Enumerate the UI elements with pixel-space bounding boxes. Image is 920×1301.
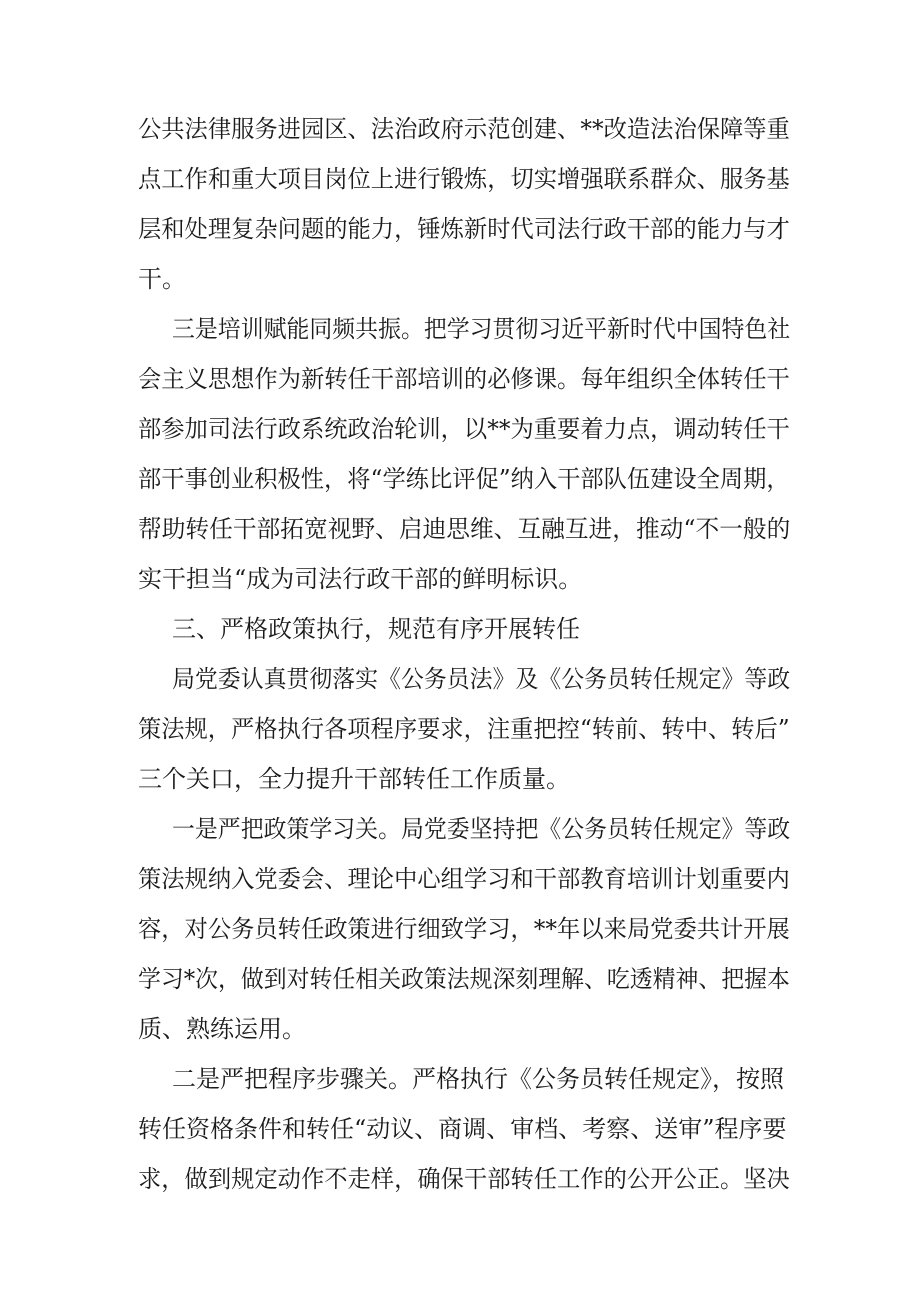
line-text: 二是严把程序步骤关。严格执行《公务员转任规定》，按照 bbox=[172, 1065, 784, 1093]
text-line bbox=[0, 157, 920, 201]
line-text: 部参加司法行政系统政治轮训，以**为重要着力点，调动转任干 bbox=[138, 415, 790, 443]
text-line bbox=[0, 357, 920, 401]
text-line bbox=[0, 857, 920, 901]
paragraph-first-line bbox=[0, 657, 920, 701]
line-text: 一是严把政策学习关。局党委坚持把《公务员转任规定》等政 bbox=[172, 815, 791, 843]
text-line bbox=[0, 257, 920, 301]
line-text: 局党委认真贯彻落实《公务员法》及《公务员转任规定》等政 bbox=[172, 665, 791, 693]
text-line bbox=[0, 1107, 920, 1151]
paragraph-first-line bbox=[0, 1057, 920, 1101]
line-text: 转任资格条件和转任“动议、商调、审档、考察、送审”程序要 bbox=[138, 1115, 787, 1143]
line-text: 学习*次，做到对转任相关政策法规深刻理解、吃透精神、把握本 bbox=[138, 965, 790, 993]
line-text: 部干事创业积极性，将“学练比评促”纳入干部队伍建设全周期， bbox=[138, 465, 790, 493]
line-text: 容，对公务员转任政策进行细致学习，**年以来局党委共计开展 bbox=[138, 915, 790, 943]
text-line bbox=[0, 457, 920, 501]
line-text: 三、严格政策执行，规范有序开展转任 bbox=[172, 615, 580, 643]
line-text: 求，做到规定动作不走样，确保干部转任工作的公开公正。坚决 bbox=[138, 1165, 790, 1193]
text-line bbox=[0, 1007, 920, 1051]
line-text: 策法规，严格执行各项程序要求，注重把控“转前、转中、转后” bbox=[138, 715, 790, 743]
line-text: 帮助转任干部拓宽视野、启迪思维、互融互进，推动“不一般的 bbox=[138, 515, 791, 543]
line-text: 三是培训赋能同频共振。把学习贯彻习近平新时代中国特色社 bbox=[172, 315, 791, 343]
section-heading bbox=[0, 607, 920, 651]
line-text: 实干担当“成为司法行政干部的鲜明标识。 bbox=[138, 565, 583, 593]
line-text: 公共法律服务进园区、法治政府示范创建、**改造法治保障等重 bbox=[138, 115, 790, 143]
paragraph-first-line bbox=[0, 807, 920, 851]
text-line bbox=[0, 207, 920, 251]
line-text: 点工作和重大项目岗位上进行锻炼，切实增强联系群众、服务基 bbox=[138, 165, 790, 193]
text-line bbox=[0, 907, 920, 951]
line-text: 干。 bbox=[138, 265, 186, 293]
line-text: 三个关口，全力提升干部转任工作质量。 bbox=[138, 765, 570, 793]
line-text: 层和处理复杂问题的能力，锤炼新时代司法行政干部的能力与才 bbox=[138, 215, 790, 243]
line-text: 质、熟练运用。 bbox=[138, 1015, 306, 1043]
text-line bbox=[0, 107, 920, 151]
text-line bbox=[0, 507, 920, 551]
text-line bbox=[0, 757, 920, 801]
line-text: 策法规纳入党委会、理论中心组学习和干部教育培训计划重要内 bbox=[138, 865, 790, 893]
text-line bbox=[0, 407, 920, 451]
text-line bbox=[0, 957, 920, 1001]
line-text: 会主义思想作为新转任干部培训的必修课。每年组织全体转任干 bbox=[138, 365, 790, 393]
text-line bbox=[0, 707, 920, 751]
text-line bbox=[0, 1157, 920, 1201]
text-line bbox=[0, 557, 920, 601]
paragraph-first-line bbox=[0, 307, 920, 351]
